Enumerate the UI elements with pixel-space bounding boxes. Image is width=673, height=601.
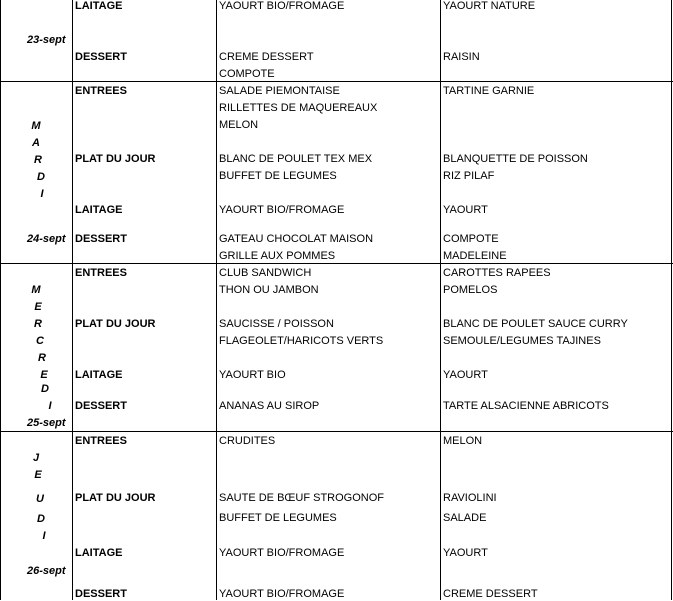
day-letter: D <box>41 383 49 395</box>
menu2-item: SALADE <box>443 512 487 524</box>
menu1-item: BUFFET DE LEGUMES <box>219 512 337 524</box>
menu2-item: MELON <box>443 435 483 447</box>
grid-line-tuesday-top <box>0 81 673 82</box>
day-date-tuesday: 24-sept <box>27 233 66 245</box>
menu1-item: YAOURT BIO/FROMAGE <box>219 204 345 216</box>
menu2-item: POMELOS <box>443 284 498 296</box>
day-letter: C <box>36 335 44 347</box>
menu2-item: TARTE ALSACIENNE ABRICOTS <box>443 400 609 412</box>
category-laitage: LAITAGE <box>75 0 123 12</box>
menu2-item: COMPOTE <box>443 233 499 245</box>
day-letter: I <box>40 188 44 200</box>
menu2-item: YAOURT NATURE <box>443 0 536 12</box>
menu2-item: YAOURT <box>443 369 488 381</box>
menu1-item: CREME DESSERT <box>219 51 314 63</box>
menu2-item: RAISIN <box>443 51 480 63</box>
category-laitage: LAITAGE <box>75 547 123 559</box>
menu1-item: BUFFET DE LEGUMES <box>219 170 337 182</box>
menu1-item: CRUDITES <box>219 435 276 447</box>
menu1-item: BLANC DE POULET TEX MEX <box>219 153 373 165</box>
menu1-item: CLUB SANDWICH <box>219 267 312 279</box>
menu2-item: CAROTTES RAPEES <box>443 267 551 279</box>
menu2-item: YAOURT <box>443 204 488 216</box>
day-letter: R <box>38 352 46 364</box>
menu2-item: YAOURT <box>443 547 488 559</box>
category-entrees: ENTREES <box>75 267 127 279</box>
day-date-wednesday: 25-sept <box>27 417 66 429</box>
menu1-item: SAUCISSE / POISSON <box>219 318 334 330</box>
grid-line-wednesday-top <box>0 263 673 264</box>
category-entrees: ENTREES <box>75 435 127 447</box>
day-letter: A <box>32 137 40 149</box>
day-letter: M <box>31 120 41 132</box>
menu1-item: MELON <box>219 119 259 131</box>
menu1-item: THON OU JAMBON <box>219 284 319 296</box>
category-dessert: DESSERT <box>75 588 127 600</box>
day-letter: U <box>36 493 44 505</box>
grid-line-left <box>0 0 1 600</box>
category-dessert: DESSERT <box>75 51 127 63</box>
menu2-item: BLANQUETTE DE POISSON <box>443 153 588 165</box>
day-letter: I <box>42 530 46 542</box>
category-laitage: LAITAGE <box>75 204 123 216</box>
menu1-item: GRILLE AUX POMMES <box>219 250 336 262</box>
day-letter: J <box>32 452 40 464</box>
category-dessert: DESSERT <box>75 233 127 245</box>
category-plat-du-jour: PLAT DU JOUR <box>75 318 156 330</box>
menu1-item: YAOURT BIO <box>219 369 286 381</box>
day-letter: D <box>37 171 45 183</box>
day-date-monday: 23-sept <box>27 34 66 46</box>
category-plat-du-jour: PLAT DU JOUR <box>75 153 156 165</box>
category-dessert: DESSERT <box>75 400 127 412</box>
menu2-item: TARTINE GARNIE <box>443 85 535 97</box>
day-letter: E <box>40 369 48 381</box>
menu1-item: COMPOTE <box>219 68 275 80</box>
menu1-item: FLAGEOLET/HARICOTS VERTS <box>219 335 384 347</box>
menu1-item: YAOURT BIO/FROMAGE <box>219 547 345 559</box>
menu1-item: ANANAS AU SIROP <box>219 400 320 412</box>
grid-line-thursday-top <box>0 431 673 432</box>
day-letter: E <box>34 469 42 481</box>
menu1-item: SAUTE DE BŒUF STROGONOF <box>219 492 385 504</box>
menu1-item: YAOURT BIO/FROMAGE <box>219 0 345 12</box>
category-laitage: LAITAGE <box>75 369 123 381</box>
day-letter: I <box>48 400 52 412</box>
category-entrees: ENTREES <box>75 85 127 97</box>
category-plat-du-jour: PLAT DU JOUR <box>75 492 156 504</box>
grid-line-right <box>671 0 672 600</box>
menu2-item: CREME DESSERT <box>443 588 538 600</box>
menu2-item: SEMOULE/LEGUMES TAJINES <box>443 335 601 347</box>
grid-line-menu1-col <box>440 0 441 600</box>
menu1-item: RILLETTES DE MAQUEREAUX <box>219 102 378 114</box>
grid-line-day-col <box>72 0 73 600</box>
day-letter: D <box>37 513 45 525</box>
menu1-item: YAOURT BIO/FROMAGE <box>219 588 345 600</box>
day-letter: R <box>34 154 42 166</box>
menu2-item: RAVIOLINI <box>443 492 497 504</box>
menu1-item: SALADE PIEMONTAISE <box>219 85 340 97</box>
day-letter: M <box>31 284 41 296</box>
menu2-item: BLANC DE POULET SAUCE CURRY <box>443 318 628 330</box>
menu1-item: GATEAU CHOCOLAT MAISON <box>219 233 374 245</box>
day-letter: R <box>34 318 42 330</box>
menu2-item: MADELEINE <box>443 250 507 262</box>
day-letter: E <box>34 301 42 313</box>
day-date-thursday: 26-sept <box>27 565 66 577</box>
menu2-item: RIZ PILAF <box>443 170 495 182</box>
grid-line-category-col <box>216 0 217 600</box>
